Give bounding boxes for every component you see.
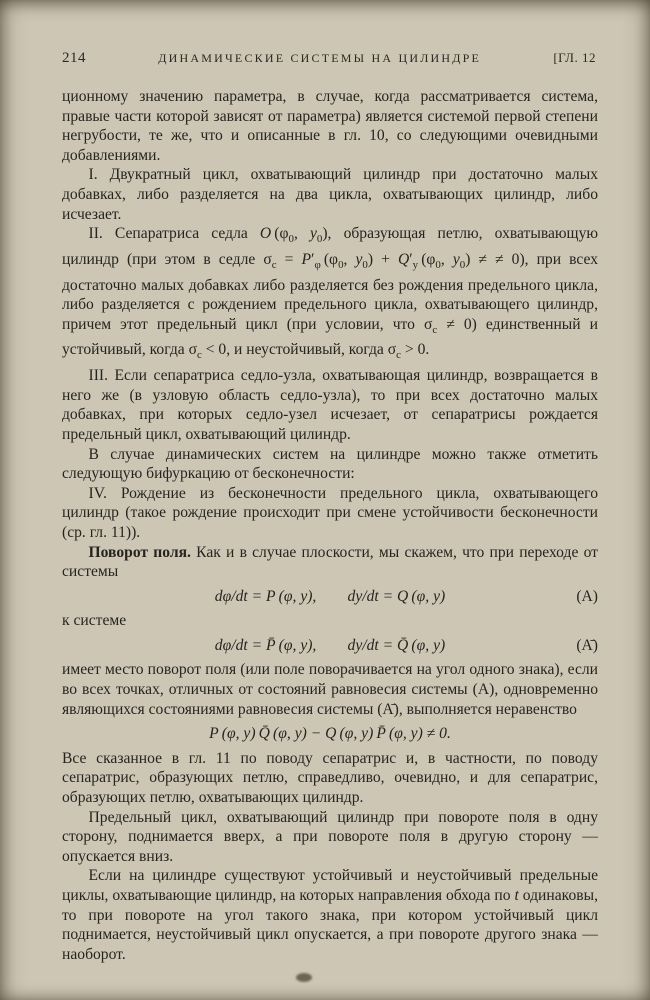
equation-body: P (φ, y) Q̄ (φ, y) − Q (φ, y) P̄ (φ, y) ≠ 0. bbox=[209, 725, 451, 743]
chapter-ref: [ГЛ. 12 bbox=[553, 50, 596, 65]
paragraph: ционному значению параметра, в случае, когда рассматривается система, правые части которой зависят от параметра) является системой первой степени негрубости, те же, что и описанные в гл. 10, со следующими очевидными добавлениями. bbox=[62, 88, 598, 164]
paragraph: к системе bbox=[62, 612, 127, 630]
equation bbox=[62, 587, 598, 607]
page-header bbox=[0, 0, 650, 67]
scan-artifact bbox=[296, 973, 312, 982]
paragraph: IV. Рождение из бесконечности предельного цикла, охватывающего цилиндр (такое рождение происходит при смене устойчивости бесконечности (ср. гл. 11)). bbox=[62, 484, 598, 541]
paragraph: I. Двукратный цикл, охватывающий цилиндр при достаточно малых добавках, либо разделяется на два цикла, охватывающих цилиндр, либо исчезает. bbox=[62, 166, 598, 223]
paragraph: Предельный цикл, охватывающий цилиндр при повороте поля в одну сторону, поднимается вверх, а при повороте поля в другую сторону — опускается вниз. bbox=[62, 808, 598, 865]
paragraph: II. Сепаратриса седла O ($\varphi_0$, $y_0$), образующая петлю, охватывающую цилиндр (при этом в седле $\sigma_c = P'_\varphi$ ($\varphi_0$, $y_0) + Q'_y$ ($\varphi_0$, $y_0$) ≠ ≠ 0), при всех достаточно малых добавках либо разделяется без рождения предельного цикла, либо разделяется с рождением предельного цикла, охватывающего цилиндр, причем этот предельный цикл (при условии, что $\sigma_c \ne 0$) единственный и устойчивый, когда $\sigma_c < 0$, и неустойчивый, когда $\sigma_c > 0$. bbox=[62, 225, 599, 362]
paragraph: Поворот поля. Как и в случае плоскости, мы скажем, что при переходе от системы bbox=[62, 543, 598, 581]
equation-label: (А) bbox=[576, 587, 598, 605]
page-body bbox=[0, 67, 650, 964]
equation bbox=[62, 636, 598, 656]
paragraph: В случае динамических систем на цилиндре можно также отметить следующую бифуркацию от бесконечности: bbox=[62, 445, 598, 483]
equation-body: dφ/dt = P̄ (φ, y), dy/dt = Q̄ (φ, y) bbox=[214, 636, 446, 654]
paragraph: имеет место поворот поля (или поле поворачивается на угол одного знака), если во всех точках, отличных от состояний равновесия системы (А), одновременно являющихся состояниями равновесия системы (А̄), выполняется неравенство bbox=[62, 661, 598, 718]
paragraph: Все сказанное в гл. 11 по поводу сепаратрис и, в частности, по поводу сепаратрис, образующих петлю, справедливо, очевидно, и для сепаратрис, образующих петлю, охватывающих цилиндр. bbox=[62, 749, 598, 807]
page-number: 214 bbox=[62, 50, 86, 66]
running-title: ДИНАМИЧЕСКИЕ СИСТЕМЫ НА ЦИЛИНДРЕ bbox=[158, 51, 482, 65]
equation-body: dφ/dt = P (φ, y), dy/dt = Q (φ, y) bbox=[214, 587, 446, 605]
equation-label: (А̄) bbox=[576, 636, 598, 654]
paragraph: Если на цилиндре существуют устойчивый и неустойчивый предельные циклы, охватывающие цилиндр, на которых направления обхода по t одинаковы, то при повороте на угол такого знака, при котором устойчивый цикл поднимается, неустойчивый цикл опускается, а при повороте другого знака — наоборот. bbox=[62, 867, 598, 963]
paragraph: III. Если сепаратриса седло-узла, охватывающая цилиндр, возвращается в него же (в узловую область седло-узла), то при всех достаточно малых добавках, при которых седло-узел исчезает, от сепаратрисы рождается предельный цикл, охватывающий цилиндр. bbox=[62, 367, 598, 443]
equation bbox=[62, 724, 598, 744]
